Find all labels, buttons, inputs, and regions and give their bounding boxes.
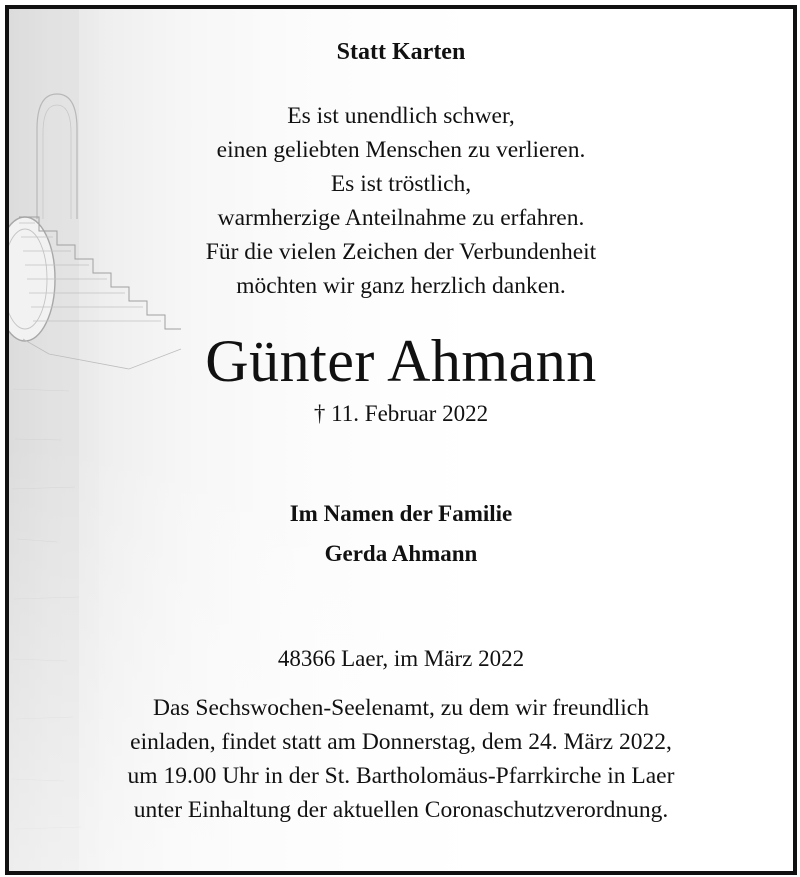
notice-content <box>9 9 793 871</box>
family-signatory: Gerda Ahmann <box>324 541 478 566</box>
service-text-line: Das Sechswochen-Seelenamt, zu dem wir freundlich <box>153 695 649 721</box>
obituary-notice-frame <box>5 5 797 875</box>
poem-line: Es ist unendlich schwer, <box>287 103 515 129</box>
poem-line: Es ist tröstlich, <box>330 171 472 197</box>
poem-line: warmherzige Anteilnahme zu erfahren. <box>217 205 585 231</box>
place-and-date: 48366 Laer, im März 2022 <box>277 646 525 671</box>
service-text-line: um 19.00 Uhr in der St. Bartholomäus-Pfarrkirche in Laer <box>127 763 675 789</box>
poem-line: möchten wir ganz herzlich danken. <box>236 273 566 299</box>
deceased-name: Günter Ahmann <box>205 328 597 394</box>
service-text-line: unter Einhaltung der aktuellen Coronaschutzverordnung. <box>133 797 669 823</box>
poem-line: Für die vielen Zeichen der Verbundenheit <box>205 239 597 265</box>
death-date: † 11. Februar 2022 <box>313 401 489 426</box>
notice-heading: Statt Karten <box>336 39 466 65</box>
service-text-line: einladen, findet statt am Donnerstag, dem 24. März 2022, <box>130 729 672 755</box>
poem-line: einen geliebten Menschen zu verlieren. <box>216 137 586 163</box>
family-intro: Im Namen der Familie <box>289 501 513 526</box>
